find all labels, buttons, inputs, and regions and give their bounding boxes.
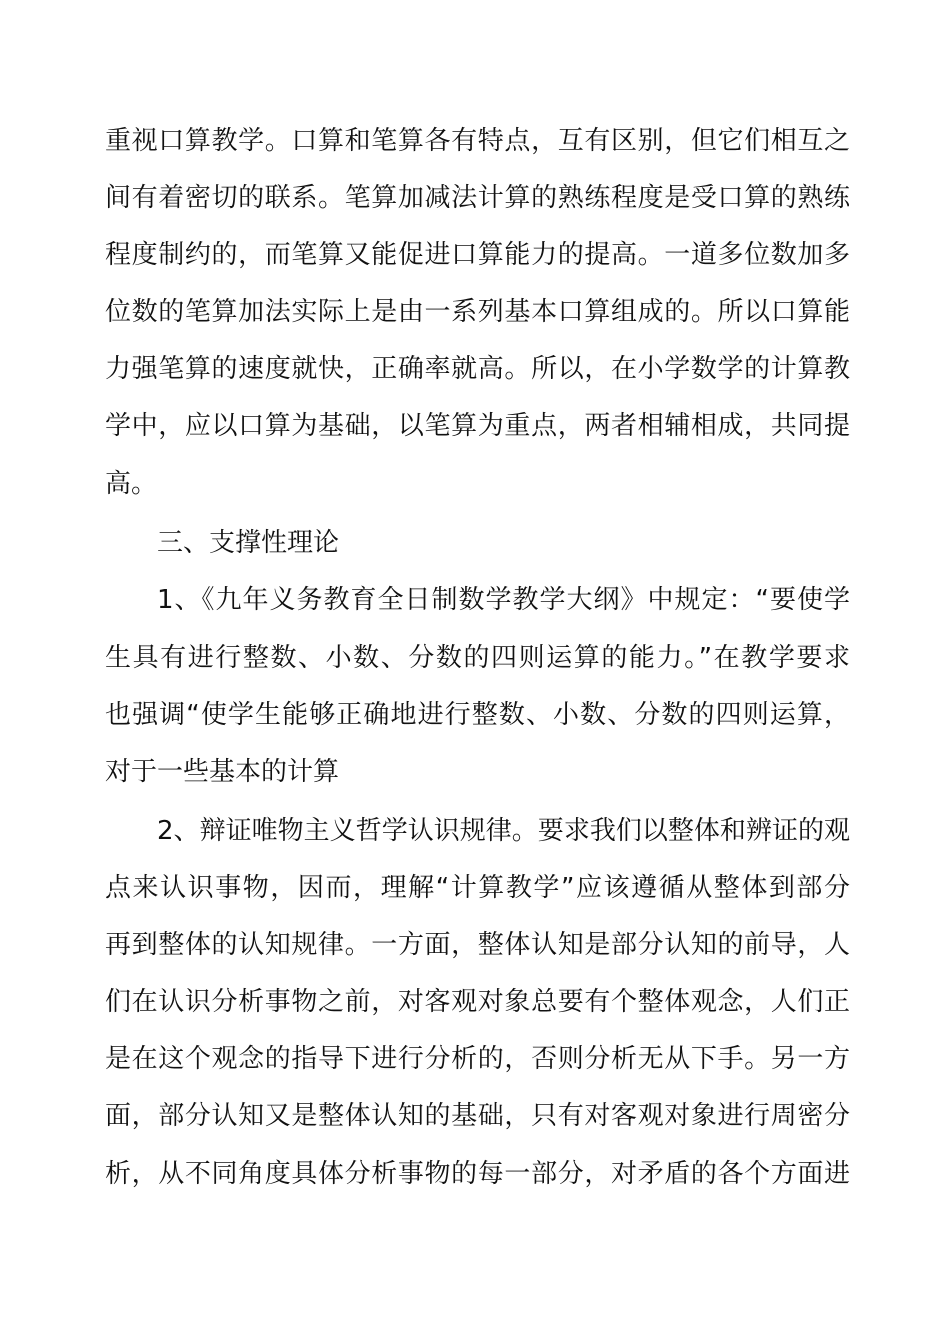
text-line: 位数的笔算加法实际上是由一系列基本口算组成的。所以口算能 [105,297,850,327]
text-line: 学中，应以口算为基础，以笔算为重点，两者相辅相成，共同提 [105,411,850,441]
text-line: 析，从不同角度具体分析事物的每一部分，对矛盾的各个方面进 [105,1159,850,1189]
text-line: 1、《九年义务教育全日制数学教学大纲》中规定：“要使学 [157,585,850,615]
text-line: 程度制约的，而笔算又能促进口算能力的提高。一道多位数加多 [105,240,850,270]
text-line: 对于一些基本的计算 [105,757,340,787]
text-line: 面，部分认知又是整体认知的基础，只有对客观对象进行周密分 [105,1101,850,1131]
text-line: 2、辩证唯物主义哲学认识规律。要求我们以整体和辨证的观 [157,816,850,846]
text-line: 力强笔算的速度就快，正确率就高。所以，在小学数学的计算教 [105,354,850,384]
text-line: 们在认识分析事物之前，对客观对象总要有个整体观念，人们正 [105,987,850,1017]
text-line: 是在这个观念的指导下进行分析的，否则分析无从下手。另一方 [105,1044,850,1074]
text-line: 间有着密切的联系。笔算加减法计算的熟练程度是受口算的熟练 [105,183,850,213]
text-line: 生具有进行整数、小数、分数的四则运算的能力。”在教学要求 [105,643,850,673]
text-line: 重视口算教学。口算和笔算各有特点，互有区别，但它们相互之 [105,126,850,156]
text-line: 点来认识事物，因而，理解“计算教学”应该遵循从整体到部分 [105,873,850,903]
text-line: 高。 [105,469,158,499]
text-line: 也强调“使学生能够正确地进行整数、小数、分数的四则运算， [105,700,850,730]
section-heading: 三、支撑性理论 [157,528,340,558]
text-line: 再到整体的认知规律。一方面，整体认知是部分认知的前导，人 [105,930,850,960]
